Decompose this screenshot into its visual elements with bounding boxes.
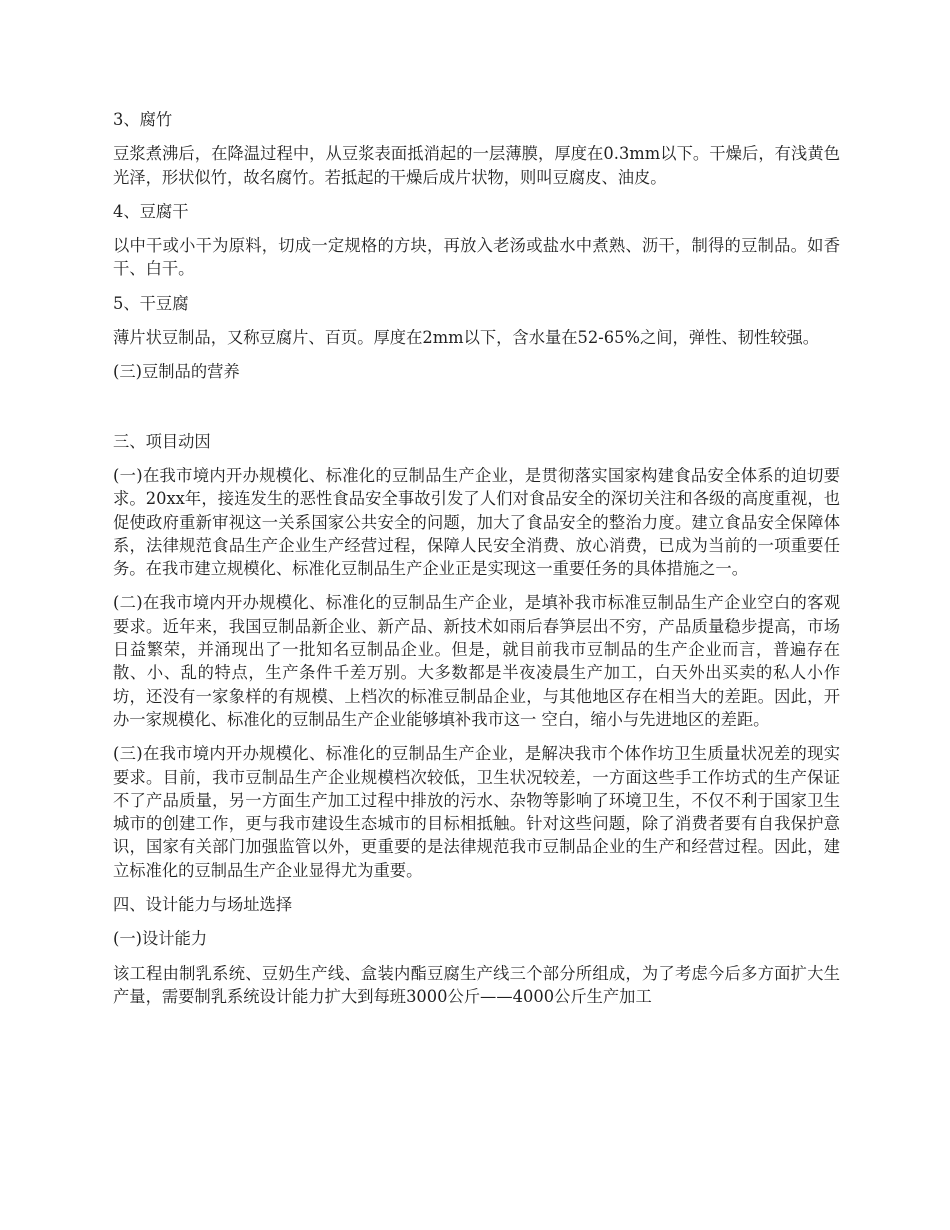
heading-doufugan: 4、豆腐干: [113, 201, 189, 221]
heading-project-motive: 三、项目动因: [113, 431, 211, 451]
paragraph-design-capacity: 该工程由制乳系统、豆奶生产线、盒装内酯豆腐生产线三个部分所组成，为了考虑今后多方面扩大生产量，需要制乳系统设计能力扩大到每班3000公斤——4000公斤生产加工: [113, 963, 840, 1006]
paragraph-motive-1: (一)在我市境内开办规模化、标准化的豆制品生产企业，是贯彻落实国家构建食品安全体系的迫切要求。20xx年，接连发生的恶性食品安全事故引发了人们对食品安全的深切关注和各级的高度重视，也促使政府重新审视这一关系国家公共安全的问题，加大了食品安全的整治力度。建立食品安全保障体系，法律规范食品生产企业生产经营过程，保障人民安全消费、放心消费，已成为当前的一项重要任务。在我市建立规模化、标准化豆制品生产企业正是实现这一重要任务的具体措施之一。: [113, 465, 840, 579]
paragraph-fuzhu: 豆浆煮沸后，在降温过程中，从豆浆表面抵消起的一层薄膜，厚度在0.3mm以下。干燥后，有浅黄色光泽，形状似竹，故名腐竹。若抵起的干燥后成片状物，则叫豆腐皮、油皮。: [113, 144, 840, 187]
paragraph-doufugan: 以中干或小干为原料，切成一定规格的方块，再放入老汤或盐水中煮熟、沥干，制得的豆制品。如香干、白干。: [113, 236, 840, 279]
paragraph-gandoufu: 薄片状豆制品，又称豆腐片、百页。厚度在2mm以下，含水量在52-65%之间，弹性、韧性较强。: [113, 328, 820, 348]
heading-design-and-site: 四、设计能力与场址选择: [113, 895, 293, 915]
section-gap: [113, 395, 840, 430]
heading-gandoufu: 5、干豆腐: [113, 293, 189, 313]
paragraph-motive-3: (三)在我市境内开办规模化、标准化的豆制品生产企业，是解决我市个体作坊卫生质量状况差的现实要求。目前，我市豆制品生产企业规模档次较低，卫生状况较差，一方面这些手工作坊式的生产保证不了产品质量，另一方面生产加工过程中排放的污水、杂物等影响了环境卫生，不仅不利于国家卫生城市的创建工作，更与我市建设生态城市的目标相抵触。针对这些问题，除了消费者要有自我保护意识，国家有关部门加强监管以外，更重要的是法律规范我市豆制品企业的生产和经营过程。因此，建立标准化的豆制品生产企业显得尤为重要。: [113, 744, 840, 880]
heading-fuzhu: 3、腐竹: [113, 110, 173, 129]
paragraph-motive-2: (二)在我市境内开办规模化、标准化的豆制品生产企业，是填补我市标准豆制品生产企业空白的客观要求。近年来，我国豆制品新企业、新产品、新技术如雨后春笋层出不穷，产品质量稳步提高，市场日益繁荣，并涌现出了一批知名豆制品企业。但是，就目前我市豆制品的生产企业而言，普遍存在散、小、乱的特点，生产条件千差万别。大多数都是半夜凌晨生产加工，白天外出买卖的私人小作坊，还没有一家象样的有规模、上档次的标准豆制品企业，与其他地区存在相当大的差距。因此，开办一家规模化、标准化的豆制品生产企业能够填补我市这一 空白，缩小与先进地区的差距。: [113, 593, 840, 729]
document-page: [113, 108, 840, 1019]
heading-nutrition: (三)豆制品的营养: [113, 362, 240, 382]
heading-design-capacity: (一)设计能力: [113, 929, 208, 949]
